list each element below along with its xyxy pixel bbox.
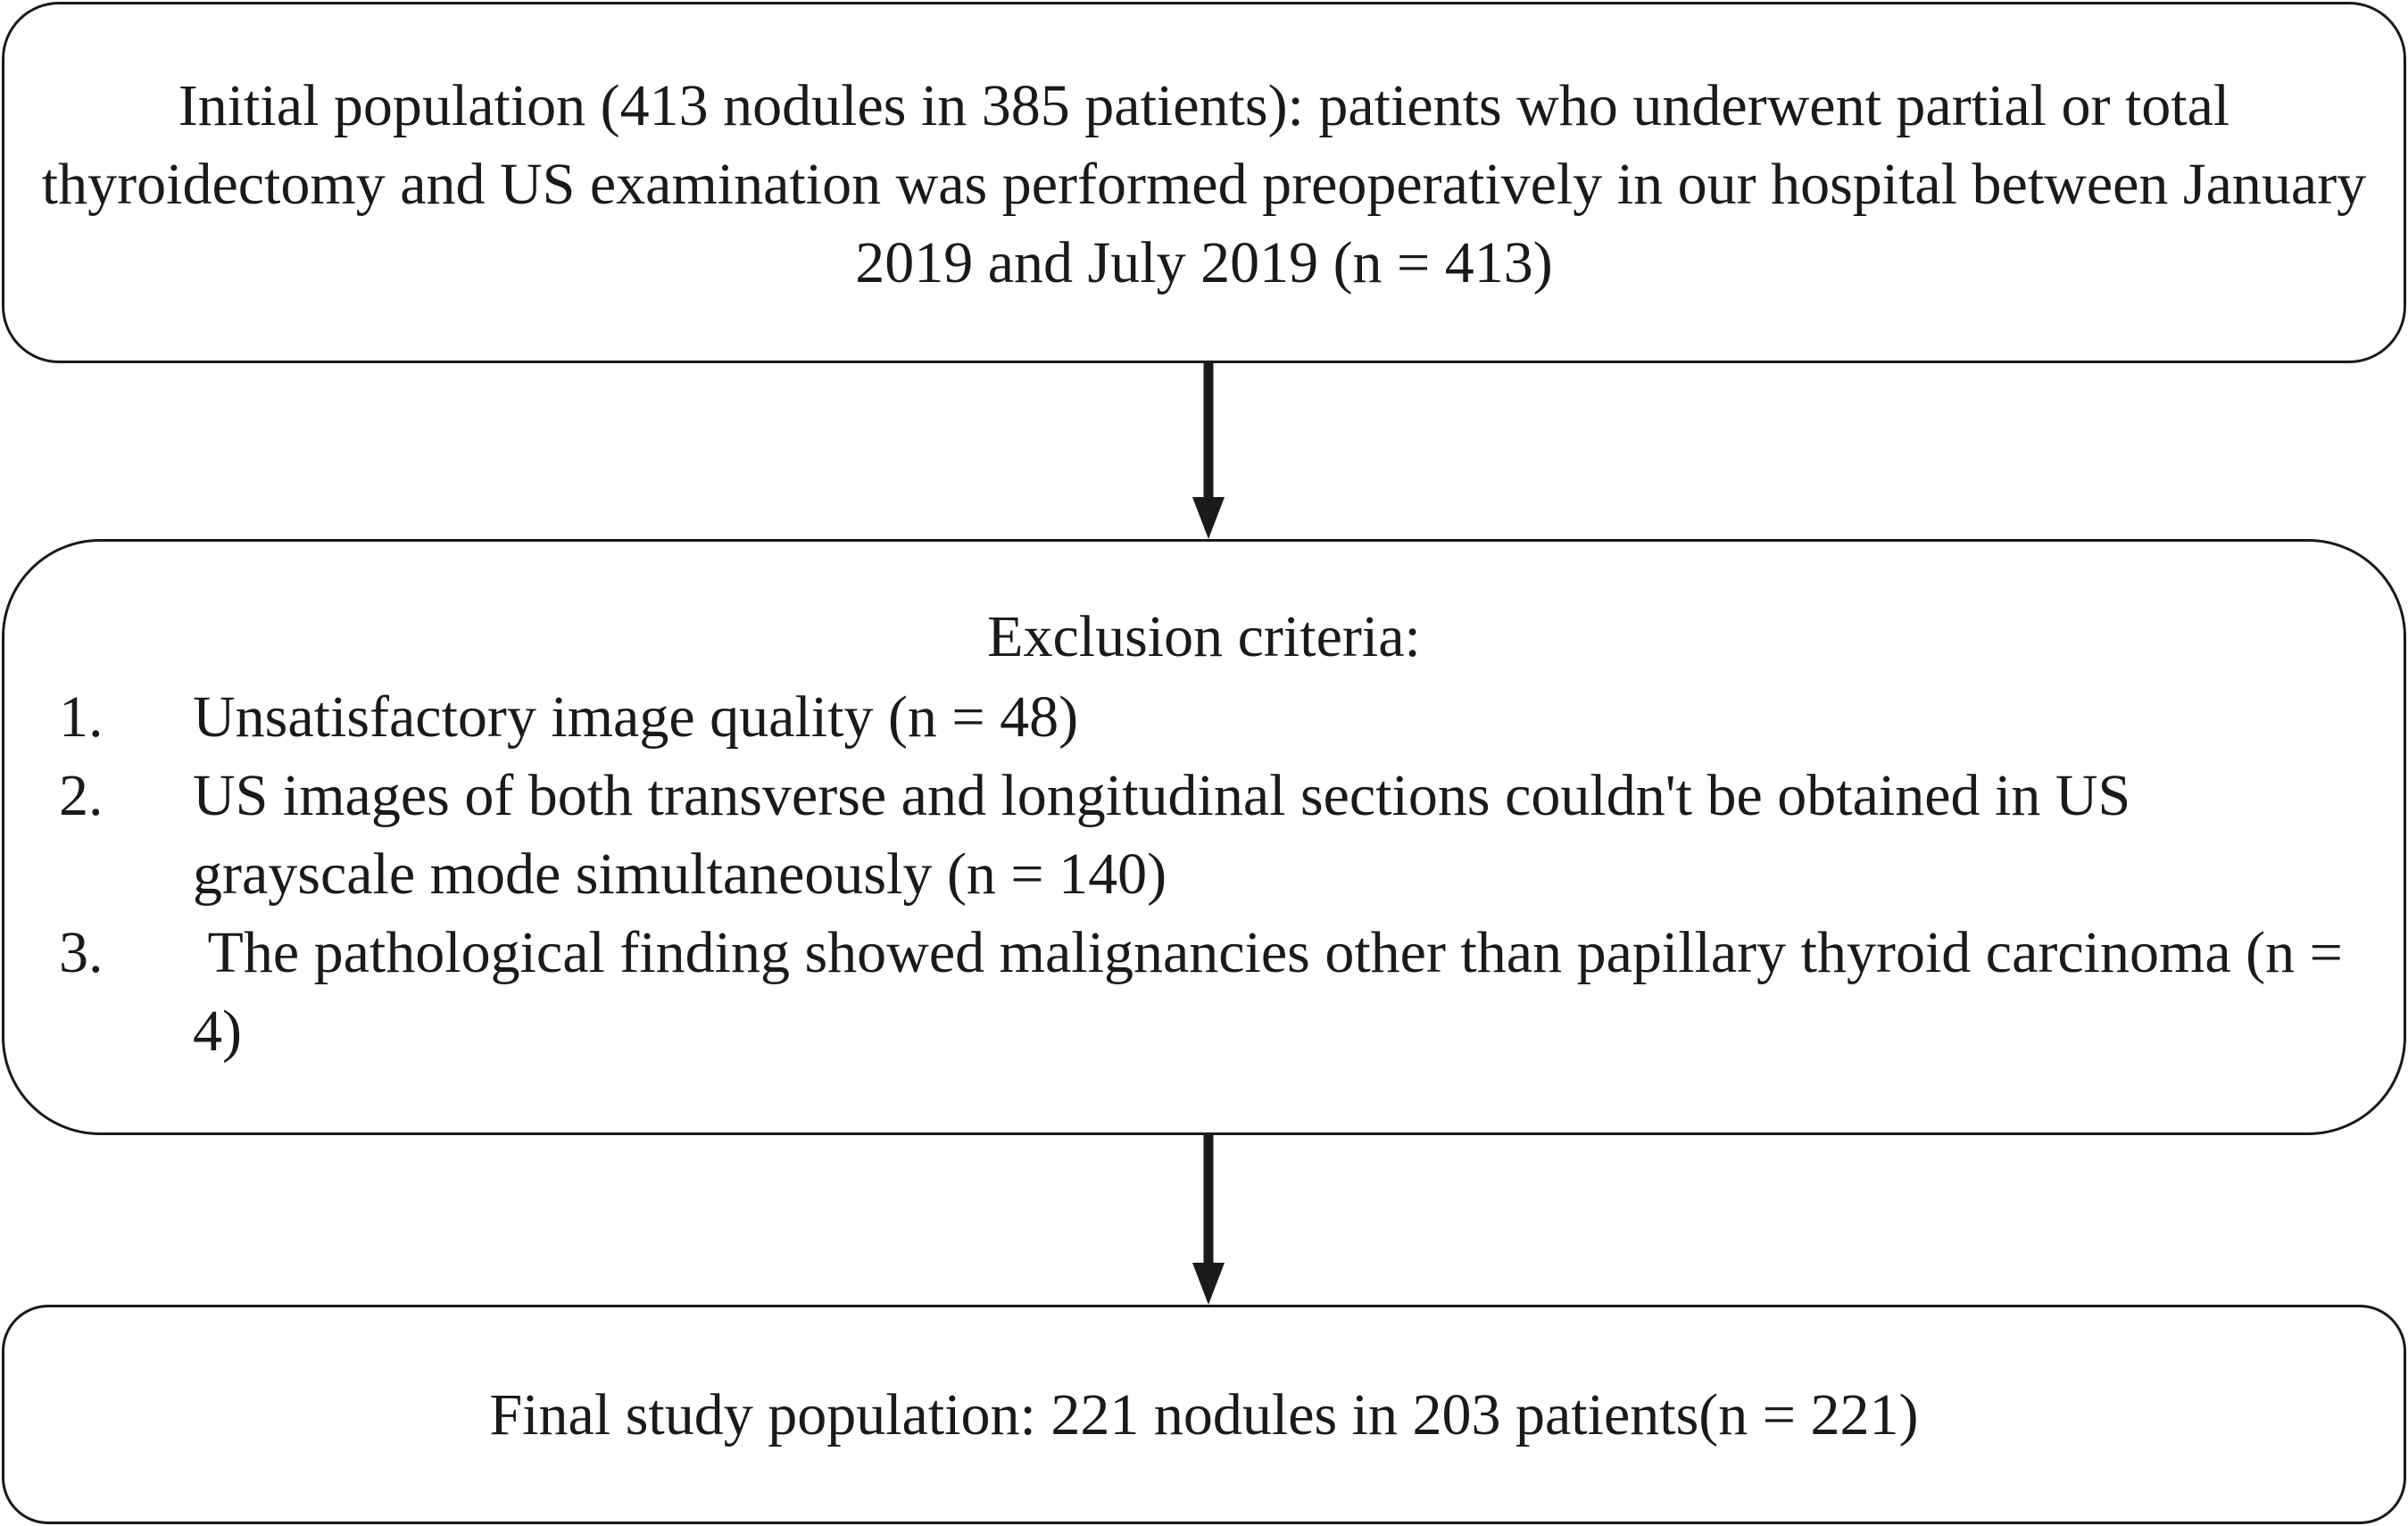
criterion-number: 2.	[59, 763, 104, 828]
criterion-text: Unsatisfactory image quality (n = 48)	[193, 684, 1079, 750]
initial-population-text: Initial population (413 nodules in 385 patients): patients who underwent partial or total thyroidectomy and US examination was performed preoperatively in our hospital between January 2019 and July 2019 (n = 413)	[41, 73, 2367, 295]
criterion-number: 1.	[59, 684, 104, 750]
criterion-text: US images of both transverse and longitudinal sections couldn't be obtained in US grayscale mode simultaneously (n = 140)	[193, 763, 2131, 907]
arrow-down-icon	[1186, 1135, 1231, 1305]
exclusion-criterion-1	[0, 678, 2408, 757]
arrow-down-icon	[1186, 363, 1231, 539]
criterion-text: The pathological finding showed malignancies other than papillary thyroid carcinoma (n = 4)	[193, 920, 2358, 1064]
exclusion-criterion-3	[0, 914, 2408, 1071]
exclusion-criteria-title: Exclusion criteria:	[987, 604, 1421, 669]
criterion-number: 3.	[59, 920, 104, 985]
final-population-text: Final study population: 221 nodules in 203 patients(n = 221)	[489, 1382, 1919, 1447]
exclusion-criterion-2	[0, 757, 2408, 914]
